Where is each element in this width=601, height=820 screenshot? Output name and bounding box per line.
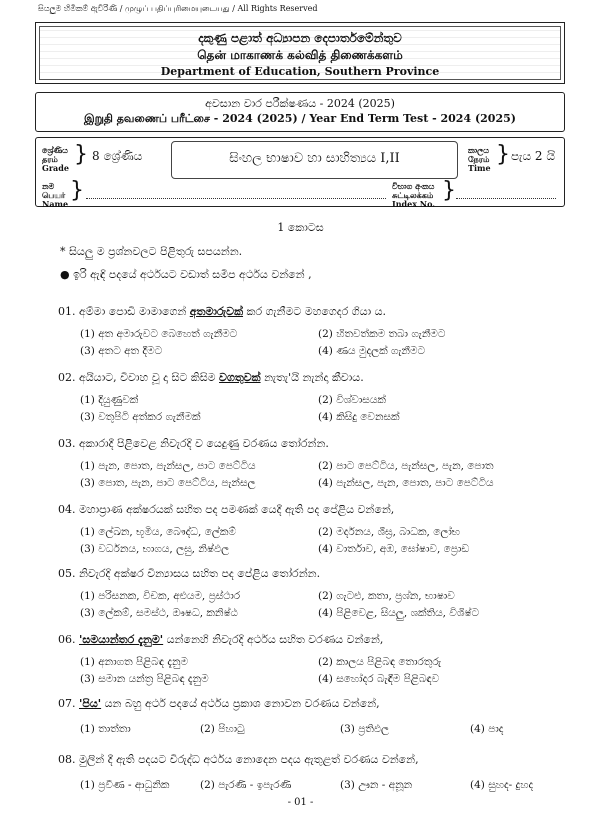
subject-box [171, 141, 458, 179]
answer-option[interactable]: (1) පැන, පොත, පැන්සල, පාට පෙට්ටිය [80, 460, 256, 472]
answer-option[interactable]: (4) ණය මුදලක් ගැනීමට [318, 345, 426, 357]
time-label: කාලය நேரம் Time [468, 145, 491, 173]
underlined-term: 'පිය' [79, 697, 102, 710]
answer-option[interactable]: (2) පැරණි - ඉපැරණි [200, 779, 292, 791]
question-1 [58, 305, 386, 319]
dept-name-english: Department of Education, Southern Province [160, 65, 440, 78]
grade-label: ශ්‍රේණිය தரம் Grade [42, 145, 69, 173]
brace-icon: } [442, 178, 456, 203]
answer-option[interactable]: (3) ප්‍රතිඵල [340, 723, 389, 735]
answer-option[interactable]: (4) පැන්සල, පැන, පොත, පාට පෙට්ටිය [318, 477, 494, 489]
subject-name: සිංහල භාෂාව හා සාහිත්‍යය I,II [229, 151, 400, 166]
answer-option[interactable]: (3) ලේකම්, සමස්ථ, ඖෂධ, කනිෂ්ඨ [80, 607, 238, 619]
index-field[interactable] [456, 198, 556, 199]
answer-option[interactable]: (4) පාද [470, 723, 504, 735]
answer-option[interactable]: (1) දියුණුවක් [80, 394, 139, 406]
exam-title-sinhala: අවසාන වාර පරීක්ෂණය - 2024 (2025) [205, 97, 395, 110]
question-text: නැතැ'යි නැන්දා කීවාය. [260, 371, 364, 384]
question-text: කර ගැනීමට මහගෙදර ගියා ය. [243, 305, 387, 318]
answer-option[interactable]: (4) පිළිවෙළ, සියලු, ශක්තිය, විශිෂ්ට [318, 607, 480, 619]
question-text: 04. මහාප්‍රාණ අක්ෂරයක් සහිත පද පමණක් යෙදී ඇති පද පේළිය වන්නේ, [58, 503, 395, 516]
copyright-notice: සියලුම හිමිකම් ඇවිරිණි / முழுப் பதிப்புரிமையுடையது / All Rights Reserved [38, 4, 318, 13]
answer-option[interactable]: (2) කාලය පිළිබඳ තොරතුරු [318, 656, 442, 668]
exam-title-tamil-english: இறுதி தவணைப் பரீட்சை - 2024 (2025) / Year End Term Test - 2024 (2025) [84, 112, 516, 125]
answer-option[interactable]: (1) ප්‍රවීණ - ආධුනික [80, 779, 170, 791]
question-3 [58, 437, 329, 451]
answer-option[interactable]: (1) පරිසනක, විචක, අළුයම, ප්‍රස්ථාර [80, 590, 241, 602]
question-text: යන්නෙහි නිවැරදි අර්ථය සහිත වරණය වන්නේ, [163, 633, 384, 646]
answer-option[interactable]: (3) වතුපිටි අත්කර ගැනීමක් [80, 411, 201, 423]
answer-option[interactable]: (4) වාර්තාව, අඹ, ඝෝෂාව, ප්‍රොඩ [318, 543, 470, 555]
department-header [35, 22, 565, 84]
underlined-term: 'සමයාන්තර දැනුම' [79, 633, 164, 646]
name-label: නම பெயர் Name [42, 181, 69, 209]
question-text: 06. [58, 633, 79, 646]
answer-option[interactable]: (3) අතට අත දීමට [80, 345, 163, 357]
answer-option[interactable]: (1) තාත්තා [80, 723, 131, 735]
question-text: 02. අයියාට, විවාහ වූ දා සිට කිසිම [58, 371, 220, 384]
name-field[interactable] [86, 198, 386, 199]
answer-option[interactable]: (3) පොත, පැන, පාට පෙට්ටිය, පැන්සල [80, 477, 256, 489]
question-text: 03. අකාරාදී පිළිවෙළ නිවැරදි ව යෙදුණු වරණය තෝරන්න. [58, 437, 329, 450]
question-5 [58, 567, 320, 581]
answer-option[interactable]: (2) මර්දනය, ශීඝ්‍ර, බාධක, ලෝභ [318, 526, 461, 538]
question-text: 01. අම්මා පොඩි මාමාගෙන් [58, 305, 190, 318]
answer-option[interactable]: (3) සමාන යන්ත්‍ර පිළිබඳ දැනුම [80, 673, 209, 685]
instruction-2: ● ඉරි ඇඳි පදයේ අර්ථයට වඩාත් සමීප අර්ථය වන්නේ , [60, 268, 312, 281]
answer-option[interactable]: (4) සහෝදර බැඳීම පිළිබඳව [318, 673, 440, 685]
brace-icon: } [496, 142, 510, 167]
answer-option[interactable]: (4) කිසිදු වෙනසක් [318, 411, 400, 423]
underlined-term: අතමාරුවක් [189, 305, 244, 318]
question-7 [58, 697, 380, 711]
answer-option[interactable]: (1) අනාගත පිළිබඳ දැනුම [80, 656, 189, 668]
answer-option[interactable]: (2) විශ්වාසයක් [318, 394, 386, 406]
answer-option[interactable]: (2) පාට පෙට්ටිය, පැන්සල, පැන, පොත [318, 460, 494, 472]
answer-option[interactable]: (4) සුහද- දුහද [470, 779, 534, 791]
question-6 [58, 633, 383, 647]
answer-option[interactable]: (2) හිතවත්කම තබා ගැනීමට [318, 328, 446, 340]
answer-option[interactable]: (2) පිහාටු [200, 723, 245, 735]
dept-name-tamil: தென் மாகாணக் கல்வித் திணைக்களம் [197, 48, 403, 62]
underlined-term: වගතුවක් [219, 371, 261, 384]
question-8 [58, 753, 419, 767]
answer-option[interactable]: (1) අත අමාරුවට බෙහෙත් ගැනීමට [80, 328, 238, 340]
grade-value: 8 ශ්‍රේණිය [92, 149, 143, 163]
brace-icon: } [74, 142, 88, 167]
question-4 [58, 503, 394, 517]
question-text: 05. නිවැරදි අක්ෂර වින්‍යාසය සහිත පද පේළිය තෝරන්න. [58, 567, 321, 580]
dept-name-sinhala: දකුණු පළාත් අධ්‍යාපන දෙපාර්තමේන්තුව [198, 31, 402, 45]
answer-option[interactable]: (2) ගැටළු, කතා, ප්‍රශ්න, භාෂාව [318, 590, 455, 602]
page-number: - 01 - [287, 797, 314, 808]
question-text: 07. [58, 697, 79, 710]
exam-title-box [35, 92, 565, 132]
index-label: විභාග අංකය சுட்டிலக்கம் Index No. [392, 181, 436, 209]
time-value: පැය 2 යි [511, 149, 555, 163]
question-text: යන බහු අර්ථ පදයේ අර්ථය ප්‍රකාශ නොවන වරණය වන්නේ, [101, 697, 380, 710]
exam-info-box [35, 137, 565, 207]
section-title: 1 කොටස [277, 221, 324, 234]
question-text: 08. මුලින් දී ඇති පදයට විරුද්ධ අර්ථය නොදෙන පදය ඇතුළත් වරණය වන්නේ, [58, 753, 419, 766]
answer-option[interactable]: (1) ලේඛන, භූමිය, බෞද්ධ, ලේකම් [80, 526, 236, 538]
answer-option[interactable]: (3) ඌන - අනූන [340, 779, 413, 791]
brace-icon: } [70, 178, 84, 203]
instruction-1: * සියලු ම ප්‍රශ්නවලට පිළිතුරු සපයන්න. [60, 245, 243, 258]
question-2 [58, 371, 364, 385]
answer-option[interactable]: (3) වර්ධනය, භාගය, ලඝු, නිෂ්ඵල [80, 543, 230, 555]
